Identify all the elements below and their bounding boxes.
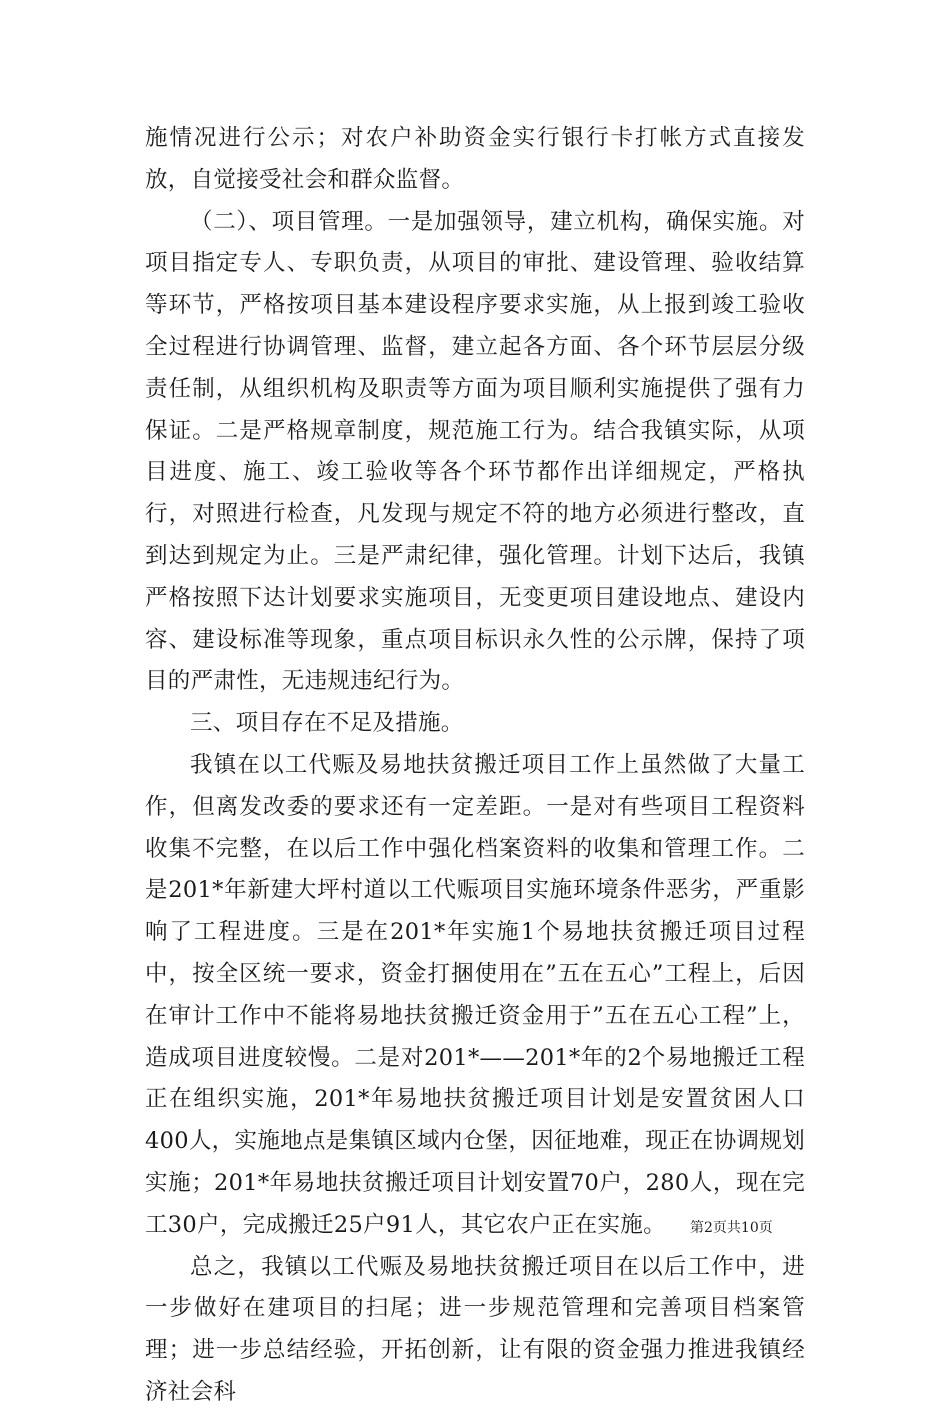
paragraph-continuation: 施情况进行公示；对农户补助资金实行银行卡打帐方式直接发放，自觉接受社会和群众监督。 (145, 125, 805, 193)
paragraph-shortcomings: 我镇在以工代赈及易地扶贫搬迁项目工作上虽然做了大量工作，但离发改委的要求还有一定差距。一是对有些项目工程资料收集不完整，在以后工作中强化档案资料的收集和管理工作。二是201*年新建大坪村道以工代赈项目实施环境条件恶劣，严重影响了工程进度。三是在201*年实施1个易地扶贫搬迁项目过程中，按全区统一要求，资金打捆使用在”五在五心”工程上，后因在审计工作中不能将易地扶贫搬迁资金用于”五在五心工程”上，造成项目进度较慢。二是对201*——201*年的2个易地搬迁工程正在组织实施，201*年易地扶贫搬迁项目计划是安置贫困人口400人，实施地点是集镇区域内仓堡，因征地难，现正在协调规划实施；201*年易地扶贫搬迁项目计划安置70户，280人，现在完工30户，完成搬迁25户91人，其它农户正在实施。 (145, 751, 805, 1238)
paragraph-conclusion: 总之，我镇以工代赈及易地扶贫搬迁项目在以后工作中，进一步做好在建项目的扫尾；进一步规范管理和完善项目档案管理；进一步总结经验，开拓创新，让有限的资金强力推进我镇经济社会科 (145, 1253, 805, 1405)
paragraph-project-management: （二）、项目管理。一是加强领导，建立机构，确保实施。对项目指定专人、专职负责，从项目的审批、建设管理、验收结算等环节，严格按项目基本建设程序要求实施，从上报到竣工验收全过程进行协调管理、监督，建立起各方面、各个环节层层分级责任制，从组织机构及职责等方面为项目顺利实施提供了强有力保证。二是严格规章制度，规范施工行为。结合我镇实际，从项目进度、施工、竣工验收等各个环节都作出详细规定，严格执行，对照进行检查，凡发现与规定不符的地方必须进行整改，直到达到规定为止。三是严肃纪律，强化管理。计划下达后，我镇严格按照下达计划要求实施项目，无变更项目建设地点、建设内容、建设标准等现象，重点项目标识永久性的公示牌，保持了项目的严肃性，无违规违纪行为。 (145, 208, 805, 695)
page-number-footer: 第2页共10页 (690, 1220, 773, 1236)
section-heading-shortcomings: 三、项目存在不足及措施。 (190, 710, 464, 737)
